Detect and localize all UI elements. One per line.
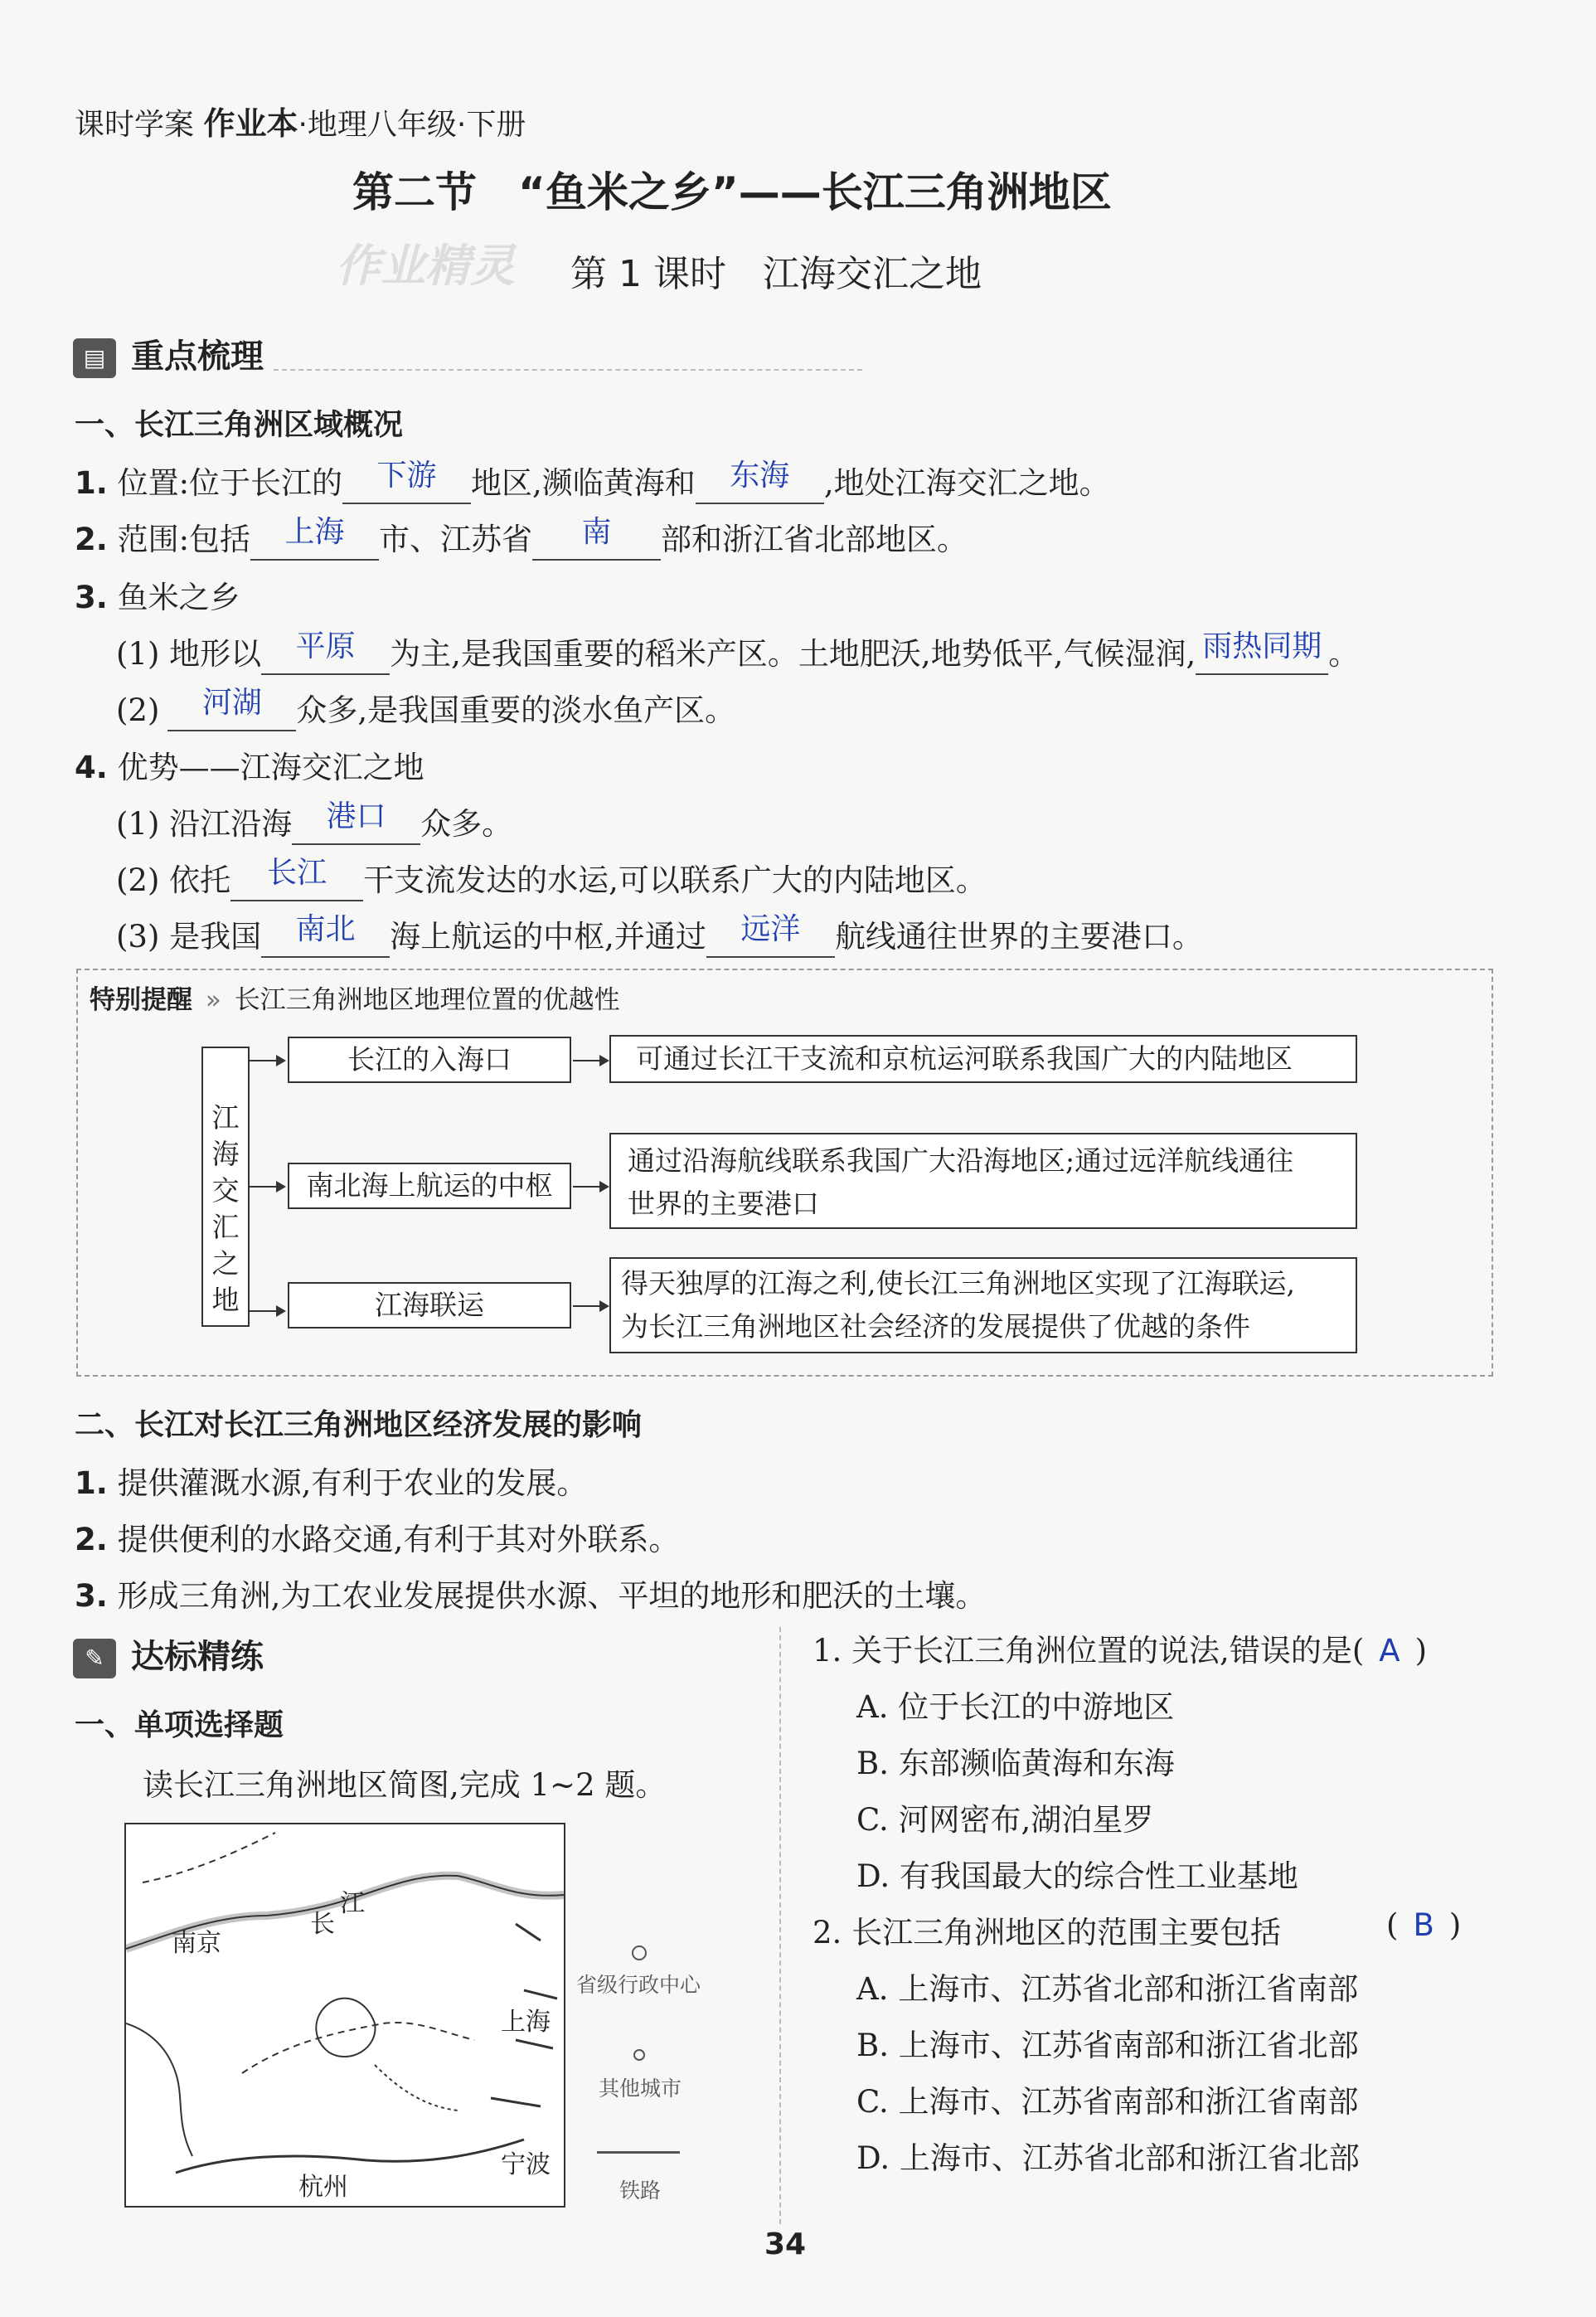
q2-answer-box (1386, 1907, 1461, 1943)
item-1 (75, 458, 1110, 504)
item-3 (75, 572, 240, 617)
item-text: 位置:位于长江的 (117, 465, 343, 501)
q1-close: ) (1414, 1633, 1428, 1669)
q1-option-a: A. 位于长江的中游地区 (856, 1689, 1175, 1725)
chevron-right-icon: » (205, 985, 221, 1015)
q2-answer: B (1413, 1907, 1434, 1943)
diagram-right-3-line1: 得天独厚的江海之利,使长江三角洲地区实现了江海联运, (621, 1267, 1295, 1299)
diagram-root: 江海交汇之地 (201, 1047, 250, 1327)
rail-line-icon (597, 2151, 680, 2154)
answer-blank (167, 687, 296, 731)
section-title: 第二节 “鱼米之乡”——长江三角洲地区 (352, 168, 1112, 216)
item-text: 地区,濒临黄海和 (471, 465, 696, 501)
practice-part1-title: 一、单项选择题 (75, 1708, 284, 1742)
item-text: 干支流发达的水运,可以联系广大的内陆地区。 (363, 862, 987, 898)
q2-close: ) (1448, 1907, 1462, 1943)
tip-heading (90, 979, 620, 1016)
part2-title: 二、长江对长江三角洲地区经济发展的影响 (75, 1408, 643, 1442)
item-text: 为主,是我国重要的稻米产区。土地肥沃,地势低平,气候湿润, (390, 636, 1196, 672)
answer-text: 上海 (284, 515, 345, 549)
watermark: 作业精灵 (336, 240, 515, 292)
answer-blank (706, 914, 835, 958)
item-number: 2. (75, 522, 108, 557)
item-4-1 (116, 799, 512, 845)
answer-text: 南 (581, 515, 612, 549)
city-hangzhou: 杭州 (298, 2173, 348, 2202)
item-text: 航线通往世界的主要港口。 (834, 919, 1203, 954)
item-3-2 (116, 685, 735, 731)
diagram-right-2-line1: 通过沿海航线联系我国广大沿海地区;通过远洋航线通往 (628, 1144, 1294, 1177)
answer-blank (532, 517, 661, 561)
book-name: 作业本 (203, 105, 298, 142)
item-text: 提供灌溉水源,有利于农业的发展。 (117, 1465, 588, 1501)
practice-intro: 读长江三角洲地区简图,完成 1~2 题。 (143, 1767, 667, 1803)
tip-title: 长江三角洲地区地理位置的优越性 (234, 985, 620, 1015)
answer-text: 长江 (267, 856, 327, 890)
q2-option-b: B. 上海市、江苏省南部和浙江省北部 (856, 2028, 1359, 2063)
diagram-right-2 (609, 1133, 1357, 1229)
item-text: 。 (1328, 636, 1360, 672)
q1-option-d: D. 有我国最大的综合性工业基地 (856, 1858, 1298, 1894)
map-drawing (126, 1824, 564, 2206)
diagram-mid-1: 长江的入海口 (288, 1037, 571, 1083)
book-meta: ·地理八年级·下册 (298, 108, 526, 142)
heading-divider (274, 369, 862, 371)
item-number: 2. (75, 1522, 108, 1557)
item-text: 鱼米之乡 (117, 580, 240, 615)
city-nanjing: 南京 (172, 1929, 221, 1958)
item-4-2 (116, 855, 987, 901)
lesson-title: 第 1 课时 江海交汇之地 (570, 253, 982, 295)
delta-map (124, 1823, 565, 2208)
answer-text: 远洋 (740, 912, 801, 946)
running-header (75, 98, 526, 143)
item-text: 提供便利的水路交通,有利于其对外联系。 (117, 1522, 680, 1557)
river-label-2: 江 (340, 1889, 365, 1918)
item-text: 众多。 (420, 806, 513, 842)
answer-text: 雨热同期 (1202, 629, 1322, 663)
diagram-right-1: 可通过长江干支流和京杭运河联系我国广大的内陆地区 (609, 1035, 1357, 1083)
item-number: 3. (75, 1578, 108, 1614)
page-number: 34 (764, 2227, 807, 2261)
q2-open: ( (1386, 1907, 1399, 1943)
item-4-3 (116, 911, 1203, 958)
item-text: 优势——江海交汇之地 (117, 750, 424, 785)
capital-marker-icon (632, 1945, 647, 1960)
arrow-6 (573, 1305, 608, 1307)
answer-blank (261, 914, 390, 958)
item-number: 4. (75, 750, 108, 785)
q1-stem (813, 1625, 1427, 1670)
arrow-3 (250, 1310, 284, 1312)
answer-text: 下游 (376, 459, 437, 493)
item-text: 众多,是我国重要的淡水鱼产区。 (296, 692, 736, 728)
item-4 (75, 742, 424, 787)
q1-answer: A (1379, 1633, 1400, 1669)
q2-option-a: A. 上海市、江苏省北部和浙江省南部 (856, 1971, 1359, 2007)
diagram-mid-2: 南北海上航运的中枢 (288, 1163, 571, 1209)
answer-blank (230, 857, 363, 901)
legend-capital: 省级行政中心 (576, 1973, 701, 1997)
diagram-right-2-line2: 世界的主要港口 (628, 1188, 819, 1220)
arrow-1 (250, 1060, 284, 1061)
review-heading-text: 重点梳理 (131, 338, 264, 376)
answer-text: 平原 (295, 629, 356, 663)
q1-option-b: B. 东部濒临黄海和东海 (856, 1746, 1175, 1781)
answer-blank (342, 460, 471, 504)
part2-item-1 (75, 1458, 587, 1503)
arrow-5 (573, 1186, 608, 1188)
item-text: (1) 沿江沿海 (116, 806, 293, 842)
book-icon: ▤ (73, 338, 116, 378)
part1-title: 一、长江三角洲区域概况 (75, 408, 404, 442)
legend-rail: 铁路 (619, 2179, 662, 2203)
q2-stem: 2. 长江三角洲地区的范围主要包括 (813, 1915, 1282, 1950)
city-marker-icon (633, 2049, 645, 2061)
answer-blank (261, 631, 390, 675)
item-text: 形成三角洲,为工农业发展提供水源、平坦的地形和肥沃的土壤。 (117, 1578, 987, 1614)
diagram-mid-3: 江海联运 (288, 1282, 571, 1329)
item-text: 市、江苏省 (379, 522, 533, 557)
part2-item-2 (75, 1514, 679, 1559)
answer-text: 南北 (295, 912, 356, 946)
q2-option-c: C. 上海市、江苏省南部和浙江省南部 (856, 2084, 1359, 2120)
diagram-right-3 (609, 1257, 1357, 1353)
item-number: 1. (75, 1465, 108, 1501)
item-text: (2) 依托 (116, 862, 231, 898)
part2-item-3 (75, 1571, 986, 1615)
item-text: 部和浙江省北部地区。 (661, 522, 968, 557)
q1-text: 1. 关于长江三角洲位置的说法,错误的是( (813, 1633, 1365, 1669)
item-text: (2) (116, 692, 160, 728)
item-text: (3) 是我国 (116, 919, 262, 954)
item-text: (1) 地形以 (116, 636, 262, 672)
answer-text: 河湖 (201, 686, 262, 720)
answer-blank (250, 517, 379, 561)
q2-option-d: D. 上海市、江苏省北部和浙江省北部 (856, 2140, 1360, 2176)
item-number: 1. (75, 465, 108, 501)
series-name: 课时学案 (75, 108, 195, 142)
arrow-4 (573, 1060, 608, 1061)
legend-other: 其他城市 (599, 2077, 682, 2101)
item-number: 3. (75, 580, 108, 615)
item-3-1 (116, 629, 1359, 675)
answer-blank (696, 460, 824, 504)
answer-text: 港口 (326, 799, 386, 833)
river-label-1: 长 (310, 1910, 335, 1939)
practice-heading-text: 达标精练 (131, 1638, 264, 1676)
city-shanghai: 上海 (501, 2008, 551, 2037)
item-text: 范围:包括 (117, 522, 251, 557)
answer-blank (292, 801, 420, 845)
city-ningbo: 宁波 (501, 2150, 551, 2179)
pencil-icon: ✎ (73, 1639, 116, 1678)
practice-heading (73, 1630, 264, 1678)
tip-label: 特别提醒 (90, 985, 192, 1015)
q1-option-c: C. 河网密布,湖泊星罗 (856, 1802, 1154, 1838)
diagram-right-3-line2: 为长江三角洲地区社会经济的发展提供了优越的条件 (621, 1310, 1250, 1343)
answer-blank (1196, 631, 1328, 675)
review-heading (73, 330, 264, 378)
arrow-2 (250, 1186, 284, 1188)
item-text: 海上航运的中枢,并通过 (390, 919, 706, 954)
answer-text: 东海 (730, 459, 790, 493)
item-text: ,地处江海交汇之地。 (823, 465, 1110, 501)
column-divider (779, 1627, 781, 2224)
item-2 (75, 514, 968, 561)
